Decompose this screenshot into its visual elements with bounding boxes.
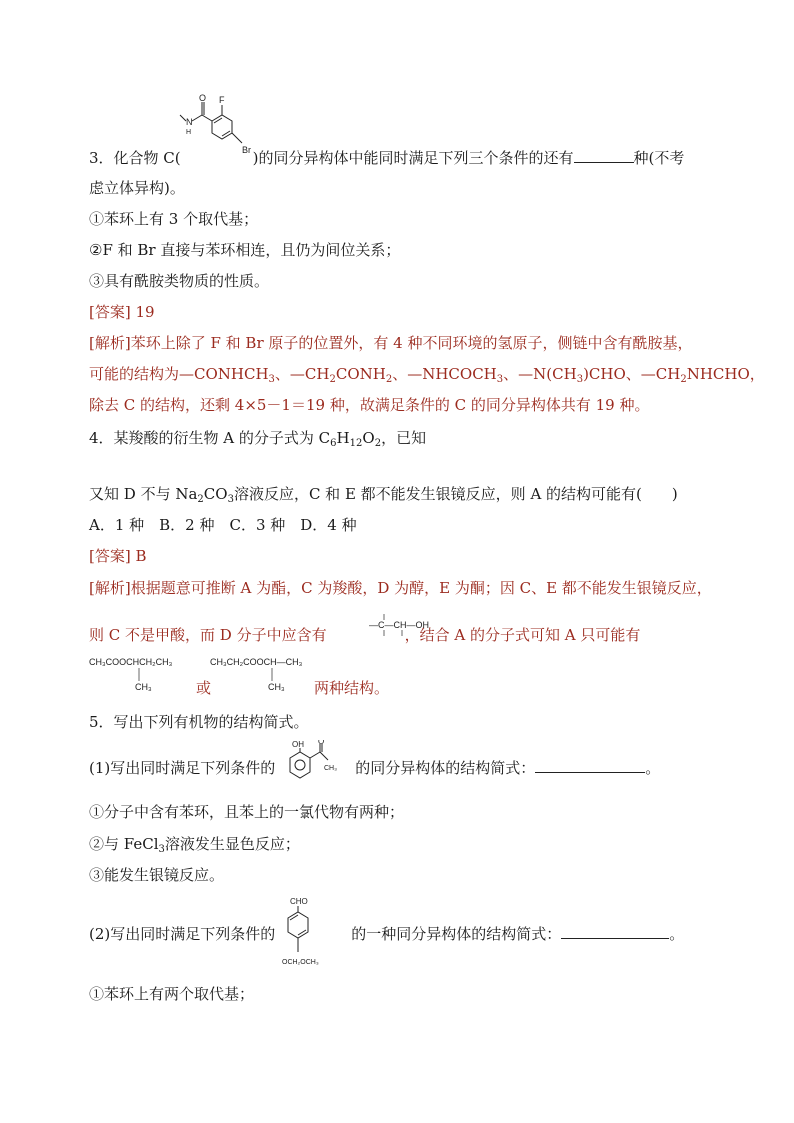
q5-part1-blank[interactable] [535,758,645,773]
alcohol-fragment [368,612,444,640]
svg-text:O: O [318,740,325,746]
q3-condition-2: ②F 和 Br 直接与苯环相连，且仍为间位关系； [89,241,401,259]
svg-text:CH₃: CH₃ [268,682,285,692]
q4-analysis-1: [解析]根据题意可推断 A 为酯，C 为羧酸，D 为醇，E 为酮；因 C、E 都不能发生银镜反应， [89,579,712,597]
svg-text:OCH₂OCH₃: OCH₂OCH₃ [282,959,319,966]
q3-stem: 3．化合物 C( )的同分异构体中能同时满足下列三个条件的还有 种(不考 [89,149,685,167]
q5-part1-stem: (1)写出同时满足下列条件的 的同分异构体的结构简式： 。 [89,759,661,777]
ester-structure-1 [89,655,201,693]
mol-br: Br [242,145,251,155]
q4-stem-line2: 又知 D 不与 $Na_2CO_3$溶液反应，C 和 E 都不能发生银镜反应，则 A 的结构可能有( ) [89,485,678,505]
q3-answer: [答案] 19 [89,303,155,321]
q3-analysis-1: [解析]苯环上除了 F 和 Br 原子的位置外，有 4 种不同环境的氢原子，侧链中含有酰胺基， [89,334,693,352]
q5-part1-condition-2: ②与 FeCl$_3$溶液发生显色反应； [89,835,300,855]
q4-answer: [答案] B [89,547,147,565]
q3-answer-blank[interactable] [574,148,634,163]
svg-text:CH₃: CH₃ [324,765,337,772]
q5-title: 5．写出下列有机物的结构简式。 [89,713,309,731]
svg-text:CH₃CH₂COOCH—CH₃: CH₃CH₂COOCH—CH₃ [210,657,303,667]
svg-text:CH₃COOCHCH₂CH₃: CH₃COOCHCH₂CH₃ [89,657,173,667]
q5-part1-condition-1: ①分子中含有苯环，且苯上的一氯代物有两种； [89,803,405,821]
q3-condition-3: ③具有酰胺类物质的性质。 [89,272,270,290]
svg-text:—C—CH—OH: —C—CH—OH [369,620,429,630]
svg-text:CHO: CHO [290,897,308,906]
q3-stem-line2: 虑立体异构)。 [89,179,185,197]
q3-condition-1: ①苯环上有 3 个取代基； [89,210,259,228]
q4-or: 或 [196,679,212,697]
q5-part2-condition-1: ①苯环上有两个取代基； [89,985,255,1003]
mol-n: N [186,117,193,127]
mol-o: O [199,93,207,103]
q4-analysis-2: 则 C 不是甲酸，而 D 分子中应含有 ，结合 A 的分子式可知 A 只可能有 [89,626,641,644]
q5-part1-condition-3: ③能发生银镜反应。 [89,866,225,884]
q4-tail: 两种结构。 [314,679,390,697]
mol-h: H [186,129,192,136]
q3-analysis-2: 可能的结构为$—CONHCH_3$、$—CH_2CONH_2$、$—NHCOCH_3$、$—N(CH_3)CHO$、$—CH_2NHCHO$， [89,365,765,385]
svg-text:OH: OH [292,740,304,749]
svg-text:CH₃: CH₃ [135,682,152,692]
ester-structure-2 [210,655,322,693]
q5-part2-blank[interactable] [561,924,669,939]
q3-analysis-3: 除去 C 的结构，还剩 4×5－1＝19 种，故满足条件的 C 的同分异构体共有 19 种。 [89,396,650,414]
mol-f: F [219,95,225,105]
q4-options: A．1 种 B．2 种 C．3 种 D．4 种 [89,516,357,534]
q5-part2-stem: (2)写出同时满足下列条件的 的一种同分异构体的结构简式： 。 [89,925,685,943]
q4-stem: 4．某羧酸的衍生物 A 的分子式为 $C_6H_{12}O_2$，已知 [89,429,427,449]
